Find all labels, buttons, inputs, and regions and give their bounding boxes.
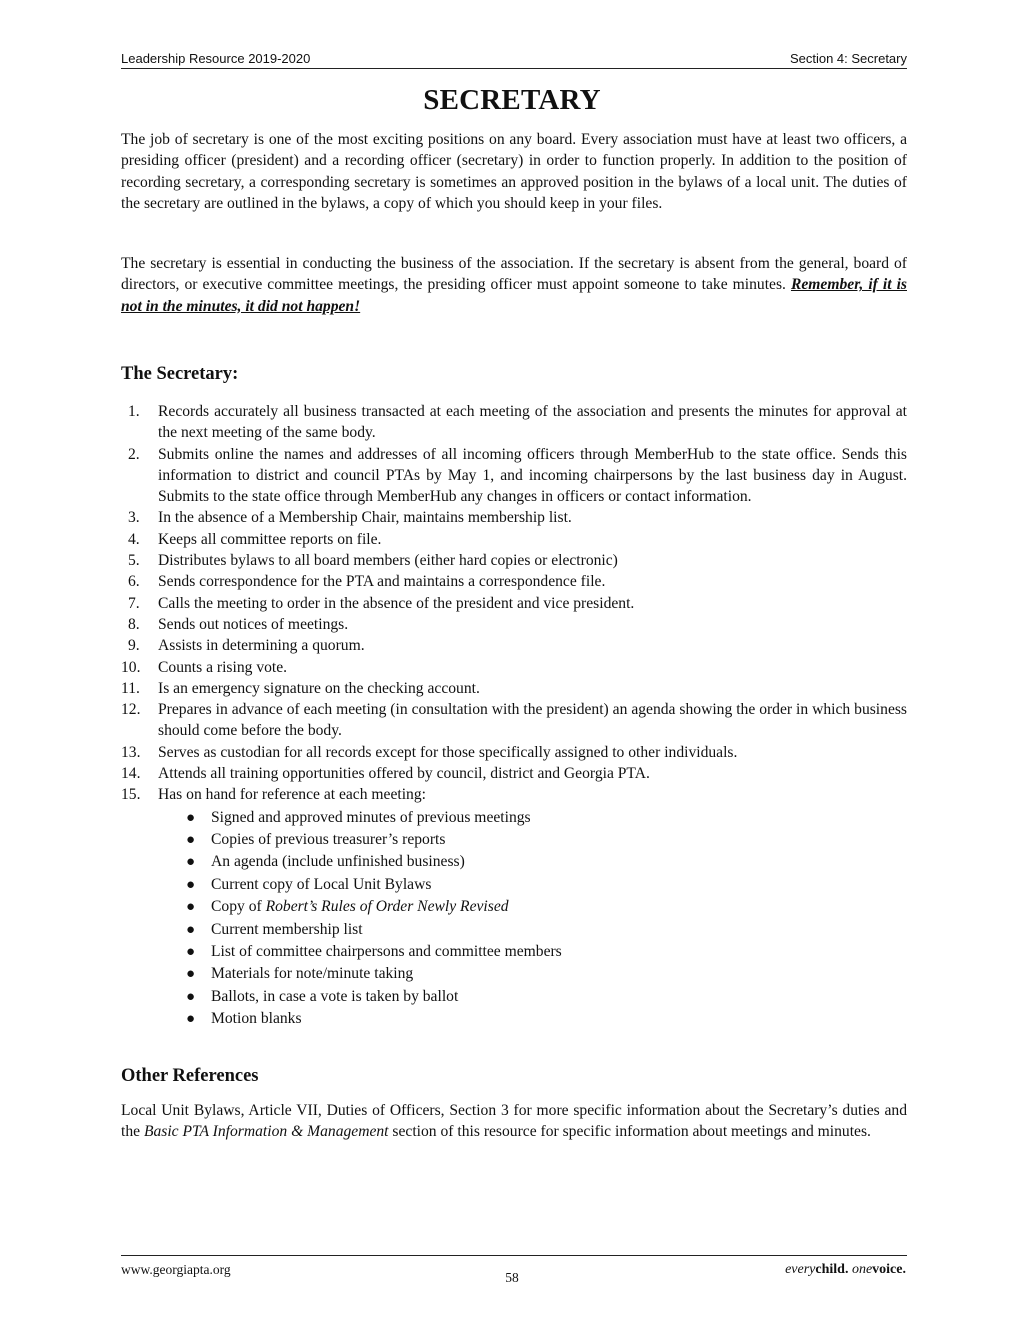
page-header <box>121 50 907 69</box>
duty-text: Is an emergency signature on the checking account. <box>158 679 480 697</box>
duty-text: Prepares in advance of each meeting (in consultation with the president) an agenda showing the order in which business should come before the body. <box>158 701 907 740</box>
duty-text: Assists in determining a quorum. <box>158 637 365 655</box>
other-references-paragraph <box>121 1100 907 1143</box>
bullet-icon: ● <box>186 854 196 871</box>
references-text: Local Unit Bylaws, Article VII, Duties of Officers, Section 3 for more specific information about the Secretary’s duties and the <box>121 1102 907 1141</box>
materials-text: List of committee chairpersons and committee members <box>211 943 562 961</box>
duty-number: 5. <box>128 552 140 570</box>
duty-text: Sends correspondence for the PTA and maintains a correspondence file. <box>158 573 606 591</box>
duty-text: In the absence of a Membership Chair, maintains membership list. <box>158 509 572 527</box>
materials-text: Current copy of Local Unit Bylaws <box>211 875 432 893</box>
materials-text: Ballots, in case a vote is taken by ballot <box>211 987 459 1005</box>
page-number: 58 <box>505 1270 519 1285</box>
duty-number: 12. <box>121 701 141 719</box>
materials-text: Materials for note/minute taking <box>211 965 414 983</box>
bullet-icon: ● <box>186 809 196 826</box>
duty-text: Submits online the names and addresses of all incoming officers through MemberHub to the state office. Sends this information to district and council PTAs by May 1, and incoming chairpersons by the last business day in August. Submits to the state office through MemberHub any changes in officers or contact information. <box>158 445 907 506</box>
duty-text: Calls the meeting to order in the absence of the president and vice president. <box>158 594 635 612</box>
materials-text: Signed and approved minutes of previous meetings <box>211 808 531 826</box>
materials-item <box>158 941 907 963</box>
header-section-title: Section 4: Secretary <box>789 51 907 66</box>
materials-text: Motion blanks <box>211 1010 302 1028</box>
slogan-part: child. <box>815 1262 849 1277</box>
materials-item <box>158 963 907 985</box>
duty-number: 9. <box>128 637 140 655</box>
duty-item <box>121 657 907 678</box>
duty-text: Counts a rising vote. <box>158 658 288 676</box>
page-title: SECRETARY <box>423 84 601 116</box>
duty-number: 13. <box>121 743 141 761</box>
bullet-icon: ● <box>186 832 196 849</box>
duty-item <box>121 678 907 699</box>
duty-item <box>121 529 907 550</box>
slogan-part: every <box>785 1262 816 1277</box>
duty-text: Serves as custodian for all records except for those specifically assigned to other individuals. <box>158 743 738 761</box>
intro-paragraph-2-text: The secretary is essential in conducting the business of the association. If the secretary is absent from the general, board of directors, or executive committee meetings, the presiding officer must appoint someone to take minutes. <box>121 255 907 294</box>
minutes-reminder: Remember, if it is not in the minutes, it did not happen! <box>121 276 907 315</box>
bullet-icon: ● <box>186 899 196 916</box>
duty-number: 4. <box>128 530 140 548</box>
secretary-duties-list <box>121 401 907 1031</box>
duty-item <box>121 507 907 528</box>
duty-item <box>121 593 907 614</box>
materials-text: Copy of <box>211 898 266 916</box>
materials-item <box>158 807 907 829</box>
bullet-icon: ● <box>186 944 196 961</box>
duty-text: Sends out notices of meetings. <box>158 615 349 633</box>
duty-text: Distributes bylaws to all board members (either hard copies or electronic) <box>158 552 618 570</box>
duty-number: 10. <box>121 658 141 676</box>
bullet-icon: ● <box>186 988 196 1005</box>
duty-number: 15. <box>121 786 141 804</box>
duty-number: 14. <box>121 765 141 783</box>
duty-number: 6. <box>128 573 140 591</box>
duty-item <box>121 763 907 784</box>
book-title: Robert’s Rules of Order Newly Revised <box>265 898 509 916</box>
slogan-part: voice. <box>872 1262 906 1277</box>
materials-item <box>158 986 907 1008</box>
duty-number: 11. <box>121 679 140 697</box>
duty-item <box>121 784 907 1030</box>
duty-number: 7. <box>128 594 140 612</box>
intro-paragraph-2 <box>121 253 907 317</box>
bullet-icon: ● <box>186 876 196 893</box>
duty-item <box>121 614 907 635</box>
materials-text: Copies of previous treasurer’s reports <box>211 831 446 849</box>
footer-slogan <box>785 1262 906 1278</box>
materials-text: Current membership list <box>211 920 363 938</box>
intro-paragraph-1: The job of secretary is one of the most exciting positions on any board. Every association must have at least two officers, a presiding officer (president) and a recording officer (secretary) in order to function properly. In addition to the position of recording secretary, a corresponding secretary is sometimes an approved position in the bylaws of a local unit. The duties of the secretary are outlined in the bylaws, a copy of which you should keep in your files. <box>121 131 907 213</box>
bullet-icon: ● <box>186 1011 196 1028</box>
duty-item <box>121 635 907 656</box>
bullet-icon: ● <box>186 921 196 938</box>
duty-item <box>121 699 907 742</box>
slogan-part: one <box>851 1262 873 1277</box>
materials-item <box>158 874 907 896</box>
duty-item <box>121 401 907 444</box>
duty-number: 2. <box>128 445 140 463</box>
duty-text: Has on hand for reference at each meeting: <box>158 786 426 804</box>
materials-item <box>158 829 907 851</box>
references-section-title: Basic PTA Information & Management <box>143 1123 389 1141</box>
duty-text: Keeps all committee reports on file. <box>158 530 382 548</box>
duty-item <box>121 571 907 592</box>
bullet-icon: ● <box>186 966 196 983</box>
materials-item <box>158 851 907 873</box>
other-references-heading: Other References <box>121 1066 259 1086</box>
references-text: section of this resource for specific information about meetings and minutes. <box>388 1123 871 1141</box>
duty-number: 3. <box>128 509 140 527</box>
footer-divider <box>121 1255 907 1256</box>
secretary-duties-heading: The Secretary: <box>121 364 239 384</box>
duty-number: 8. <box>128 615 140 633</box>
materials-item <box>158 896 907 918</box>
footer-website: www.georgiapta.org <box>121 1262 231 1277</box>
duty-number: 1. <box>128 403 140 420</box>
duty-item <box>121 444 907 508</box>
materials-item <box>158 919 907 941</box>
materials-item <box>158 1008 907 1030</box>
duty-item <box>121 550 907 571</box>
header-document-title: Leadership Resource 2019-2020 <box>121 51 311 66</box>
materials-text: An agenda (include unfinished business) <box>211 853 465 871</box>
duty-item <box>121 742 907 763</box>
meeting-materials-list <box>158 807 907 1031</box>
duty-text: Records accurately all business transacted at each meeting of the association and presents the minutes for approval at the next meeting of the same body. <box>158 403 907 442</box>
duty-text: Attends all training opportunities offered by council, district and Georgia PTA. <box>158 765 650 783</box>
